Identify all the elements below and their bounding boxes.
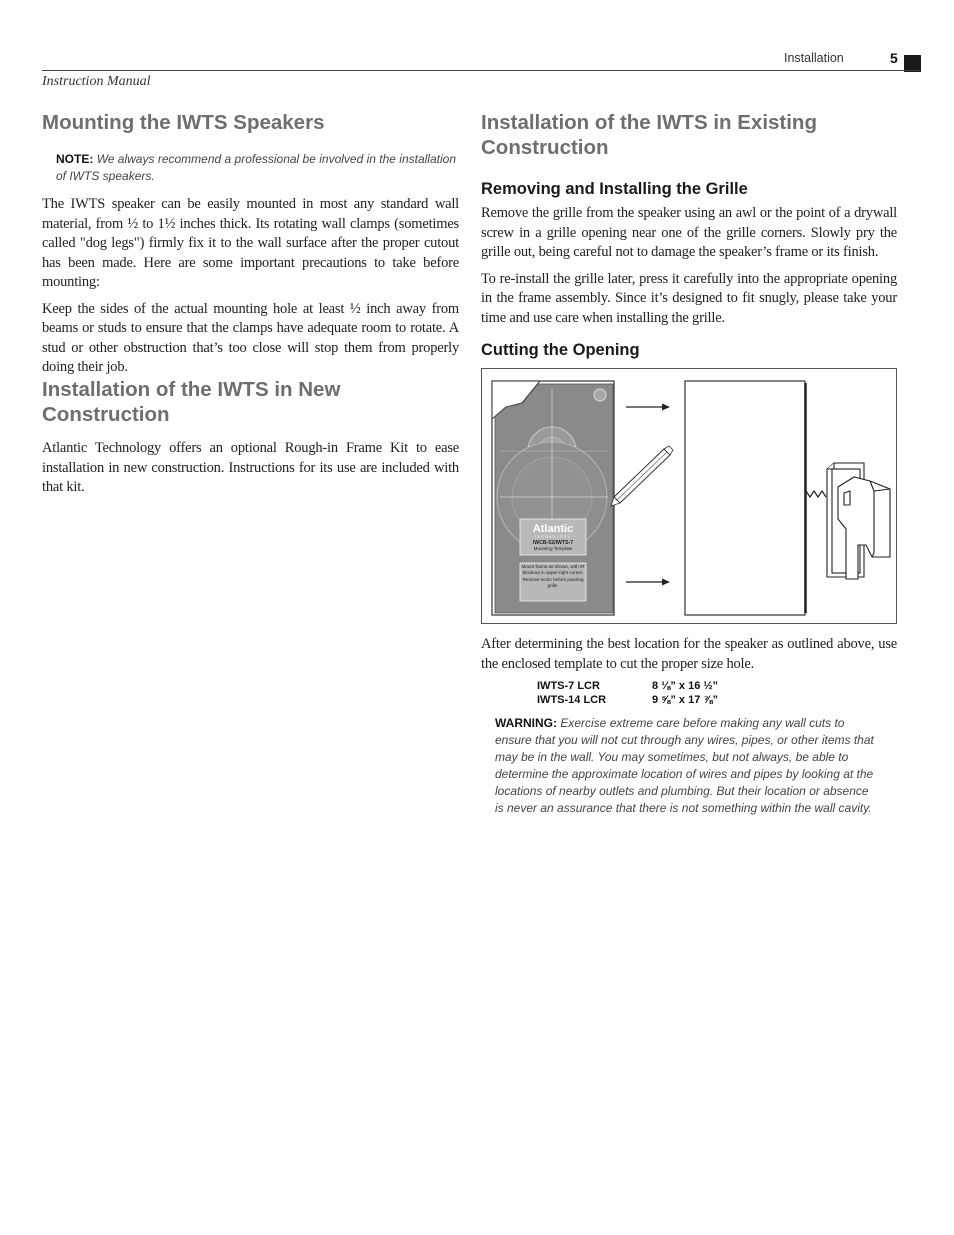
section-mounting: [42, 110, 459, 378]
heading-cutting-opening: Cutting the Opening: [481, 341, 640, 359]
cutout-size-table: [537, 679, 787, 707]
cutting-opening-illustration: [481, 368, 897, 624]
cut-line: [806, 491, 826, 497]
cutting-paragraph: After determining the best location for the speaker as outlined above, use the enclosed template to cut the proper size hole.: [481, 636, 897, 672]
warning-label: WARNING:: [495, 716, 557, 730]
template-label: Mounting Template: [533, 546, 573, 551]
pencil-icon: [611, 446, 673, 506]
grille-paragraph-2: To re-install the grille later, press it carefully into the appropriate opening in the frame assembly. Since it’s designed to fit snugly, please take your time and use care when installing the grille.: [481, 270, 897, 326]
template-instructions: Mount frame as shown, with IR blockout in upper-right corner. Remove scrim before painting grille.: [521, 564, 585, 589]
section-existing-construction: [481, 110, 897, 328]
section-new-construction: [42, 377, 459, 498]
mounting-paragraph-1: The IWTS speaker can be easily mounted in most any standard wall material, from ½ to 1½ inches thick. Its rotating wall clamps (sometimes called "dog legs") firmly fix it to the wall surface after the proper cutout has been made. Here are some important precautions to take before mounting:: [42, 196, 459, 290]
ir-blockout-circle: [594, 389, 606, 401]
size-row-0: [537, 679, 787, 693]
new-construction-paragraph: Atlantic Technology offers an optional Rough-in Frame Kit to ease installation in new construction. Instructions for its use are included with that kit.: [42, 440, 459, 495]
header-rule: [42, 70, 920, 71]
heading-existing-construction: Installation of the IWTS in Existing Construction: [481, 111, 817, 159]
page-number: 5: [890, 50, 898, 66]
warning-text: Exercise extreme care before making any wall cuts to ensure that you will not cut through any wires, pipes, or other items that may be in the wall. You may sometimes, but not always, be able to determine the approximate location of wires and pipes by looking at the locations of nearby outlets and plumbing. But their location or absence is never an assurance that there is not something within the wall cavity.: [495, 716, 874, 815]
wall-clamp-icon: [827, 463, 890, 579]
size-row-1: [537, 693, 787, 707]
template-brand: Atlantic: [532, 523, 574, 535]
illustration-svg: [482, 369, 896, 623]
note-text: We always recommend a professional be involved in the installation of IWTS speakers.: [56, 152, 456, 183]
wall-panel: [685, 381, 805, 615]
note-label: NOTE:: [56, 152, 94, 166]
template-brand-sub: TECHNOLOGY: [534, 535, 572, 539]
heading-mounting: Mounting the IWTS Speakers: [42, 111, 325, 134]
size-dimensions: 9 ⅝” x 17 ⅞”: [652, 694, 719, 706]
size-dimensions: 8 ⅛” x 16 ½”: [652, 680, 719, 692]
running-header-section: Installation: [784, 51, 844, 65]
grille-paragraph-1: Remove the grille from the speaker using an awl or the point of a drywall screw in a grille opening near one of the grille corners. Slowly pry the grille out, being careful not to damage the speaker’s frame or its finish.: [481, 205, 897, 260]
size-model: IWTS-7 LCR: [537, 680, 600, 692]
size-model: IWTS-14 LCR: [537, 694, 607, 706]
heading-grille: Removing and Installing the Grille: [481, 180, 748, 198]
warning-callout: [495, 715, 875, 817]
heading-new-construction: Installation of the IWTS in New Construction: [42, 378, 341, 426]
note-callout: [56, 151, 459, 185]
template-model: IWCB-52/IWTS-7: [532, 540, 574, 546]
running-header-manual: Instruction Manual: [42, 74, 151, 89]
mounting-paragraph-2: Keep the sides of the actual mounting hole at least ½ inch away from beams or studs to ensure that the clamps have adequate room to rotate. A stud or other obstruction that’s too close will stop them from properly doing their job.: [42, 300, 459, 375]
